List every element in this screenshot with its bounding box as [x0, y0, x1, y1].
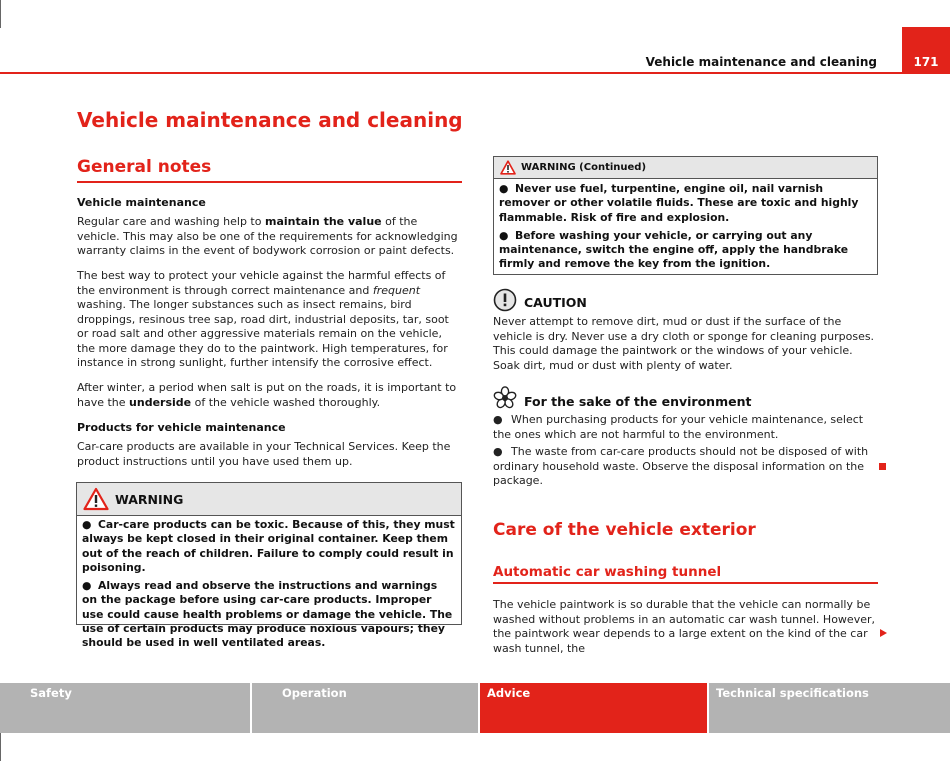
- bold-run: underside: [129, 395, 192, 409]
- warning-body: [77, 516, 461, 655]
- paragraph-car-care-products: Car-care products are available in your Technical Services. Keep the product instructions until you have used them up.: [77, 440, 451, 468]
- warning-continued-header: [494, 157, 877, 179]
- bold-run: maintain the value: [264, 215, 382, 228]
- paragraph-underside: [77, 381, 462, 410]
- section-rule: [77, 181, 462, 183]
- environment-flower-icon: [493, 386, 517, 410]
- warning-item: [82, 518, 456, 575]
- bullet: ●: [493, 445, 503, 458]
- warning-triangle-icon: [83, 487, 109, 511]
- heading-products: Products for vehicle maintenance: [77, 421, 286, 434]
- text-run: After winter, a period when salt is put on the roads, it is important to have the: [77, 381, 457, 409]
- footer-nav: [0, 683, 950, 733]
- warning-continued-box: [493, 156, 878, 275]
- paragraph-car-wash: The vehicle paintwork is so durable that the vehicle can normally be washed without problems in an automatic car wash tunnel. However, the paintwork wear depends to a large extent on the kind of the car wash tunnel, the: [493, 598, 875, 655]
- section-title-vehicle-exterior: Care of the vehicle exterior: [493, 520, 756, 540]
- text-run: of the vehicle washed thoroughly.: [191, 395, 381, 409]
- tab-safety[interactable]: Safety: [0, 683, 252, 733]
- warning-title: WARNING: [115, 491, 184, 507]
- bullet: ●: [499, 228, 509, 242]
- bullet: ●: [493, 413, 503, 426]
- paragraph-protect-vehicle: [77, 269, 462, 371]
- bullet: ●: [499, 182, 509, 195]
- text-run: Regular care and washing help to: [77, 215, 265, 228]
- subsection-rule: [493, 582, 878, 584]
- section-title-general-notes: General notes: [77, 157, 212, 177]
- environment-item: [493, 445, 878, 489]
- warning-continued-title: WARNING (Continued): [521, 162, 647, 173]
- environment-item: [493, 413, 878, 442]
- caution-exclamation-icon: [493, 288, 517, 312]
- caution-title: CAUTION: [524, 295, 587, 310]
- environment-title: For the sake of the environment: [524, 394, 752, 409]
- warning-triangle-icon: [500, 160, 516, 175]
- bullet: ●: [82, 518, 92, 531]
- caution-text: Never attempt to remove dirt, mud or dust if the surface of the vehicle is dry. Never use a dry cloth or sponge for cleaning purposes. This could damage the paintwork or the windows of your vehicle. Soak dirt, mud or dust with plenty of water.: [493, 315, 875, 372]
- warning-item-text: Before washing your vehicle, or carrying out any maintenance, switch the engine off, apply the handbrake firmly and remove the key from the ignition.: [499, 228, 849, 271]
- crop-mark-top: [0, 0, 1, 28]
- environment-item-text: The waste from car-care products should not be disposed of with ordinary household waste. Observe the disposal information on the package.: [493, 445, 869, 487]
- warning-continued-body: [494, 179, 877, 276]
- tab-technical-specifications[interactable]: Technical specifications: [709, 683, 950, 733]
- environment-list: [493, 413, 878, 489]
- warning-header: [77, 483, 461, 516]
- heading-vehicle-maintenance: Vehicle maintenance: [77, 196, 206, 209]
- chapter-title: Vehicle maintenance and cleaning: [77, 108, 463, 132]
- bullet: ●: [82, 579, 92, 593]
- text-run: The best way to protect your vehicle against the harmful effects of the environment is through correct maintenance and: [77, 269, 446, 297]
- paragraph-maintain-value: [77, 215, 462, 259]
- warning-item: [499, 229, 872, 272]
- page-number: 171: [913, 55, 939, 69]
- italic-run: frequent: [372, 283, 421, 297]
- tab-operation[interactable]: Operation: [252, 683, 480, 733]
- warning-box: [76, 482, 462, 650]
- header-rule: [0, 72, 950, 74]
- warning-item-text: Always read and observe the instructions and warnings on the package before using car-care products. Improper use could cause health problems or damage the vehicle. The use of certain products may produce noxious vapours; they should be used in well ventilated areas.: [82, 579, 453, 650]
- text-run: of the vehicle. This may also be one of the requirements for acknowledging warranty claims in the event of bodywork corrosion or paint defects.: [77, 215, 458, 257]
- continue-arrow-icon: [880, 629, 887, 637]
- text-run: washing. The longer substances such as insect remains, bird droppings, resinous tree sap, road dirt, industrial deposits, tar, soot or road salt and other aggressive materials remain on the vehicle, the more damage they do to the paintwork. High temperatures, for instance in strong sunlight, further intensify the corrosive effect.: [77, 298, 449, 369]
- warning-item-text: Car-care products can be toxic. Because of this, they must always be kept closed in their original container. Keep them out of the reach of children. Failure to comply could result in poisoning.: [82, 518, 455, 574]
- warning-item: [499, 182, 872, 225]
- section-end-mark: [879, 463, 886, 470]
- warning-item: [82, 579, 456, 650]
- page-number-box: [902, 27, 950, 74]
- tab-advice[interactable]: Advice: [480, 683, 709, 733]
- subsection-title-car-wash: Automatic car washing tunnel: [493, 564, 722, 580]
- warning-item-text: Never use fuel, turpentine, engine oil, nail varnish remover or other volatile fluids. These are toxic and highly flammable. Risk of fire and explosion.: [499, 182, 859, 224]
- running-header-title: Vehicle maintenance and cleaning: [645, 55, 877, 69]
- environment-item-text: When purchasing products for your vehicle maintenance, select the ones which are not harmful to the environment.: [493, 413, 864, 441]
- crop-mark-bottom: [0, 733, 1, 761]
